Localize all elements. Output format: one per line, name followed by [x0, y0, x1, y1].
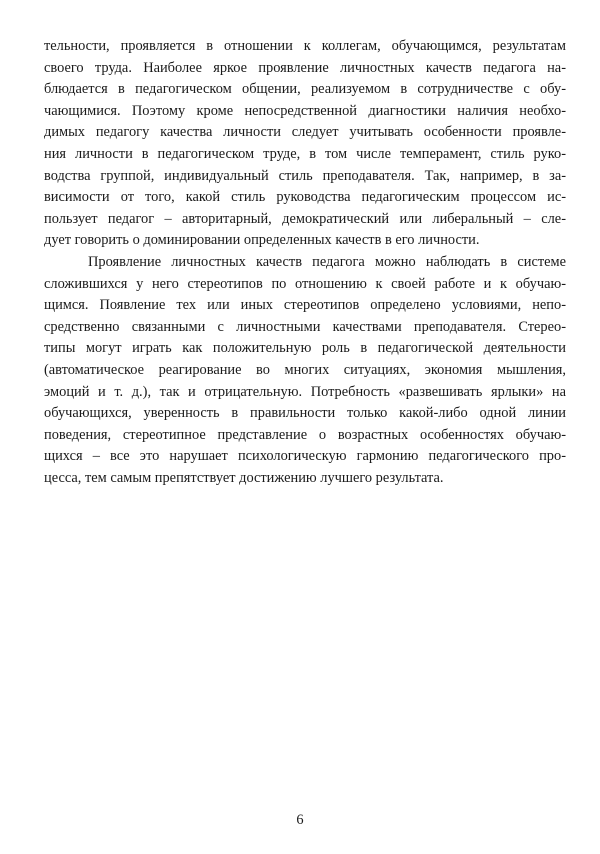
text-line: сложившихся у него стереотипов по отношению к своей работе и к обучаю-: [44, 275, 566, 292]
text-line: пользует педагог – авторитарный, демократический или либеральный – сле-: [44, 210, 566, 227]
text-line: щимся. Появление тех или иных стереотипов определено условиями, непо-: [44, 297, 566, 314]
text-line: дует говорить о доминировании определенных качеств в его личности.: [44, 232, 480, 249]
text-line: висимости от того, какой стиль руководства педагогическим процессом ис-: [44, 189, 566, 206]
text-line: чающимися. Поэтому кроме непосредственной диагностики наличия необхо-: [44, 102, 566, 119]
text-line: (автоматическое реагирование во многих ситуациях, экономия мышления,: [44, 361, 566, 378]
text-line: блюдается в педагогическом общении, реализуемом в сотрудничестве с обу-: [44, 81, 566, 98]
text-line: эмоций и т. д.), так и отрицательную. Потребность «развешивать ярлыки» на: [44, 383, 566, 400]
text-line: ния личности в педагогическом труде, в том числе темперамент, стиль руко-: [44, 145, 566, 162]
text-line: средственно связанными с личностными качествами преподавателя. Стерео-: [44, 318, 566, 335]
text-line: водства группой, индивидуальный стиль преподавателя. Так, например, в за-: [44, 167, 566, 184]
paragraph-2: [44, 252, 566, 490]
text-line: обучающихся, уверенность в правильности только какой-либо одной линии: [44, 405, 566, 422]
text-line: своего труда. Наиболее яркое проявление личностных качеств педагога на-: [44, 59, 566, 76]
text-line: тельности, проявляется в отношении к коллегам, обучающимся, результатам: [44, 38, 566, 54]
text-line: поведения, стереотипное представление о возрастных особенностях обучаю-: [44, 426, 566, 443]
page-number: 6: [296, 812, 304, 828]
text-line: цесса, тем самым препятствует достижению лучшего результата.: [44, 469, 444, 486]
paragraph-1: [44, 36, 566, 252]
text-line: димых педагогу качества личности следует учитывать особенности проявле-: [44, 124, 566, 141]
text-line: Проявление личностных качеств педагога можно наблюдать в системе: [88, 254, 566, 270]
text-line: щихся – все это нарушает психологическую гармонию педагогического про-: [44, 448, 566, 465]
text-line: типы могут играть как положительную роль в педагогической деятельности: [44, 340, 566, 357]
